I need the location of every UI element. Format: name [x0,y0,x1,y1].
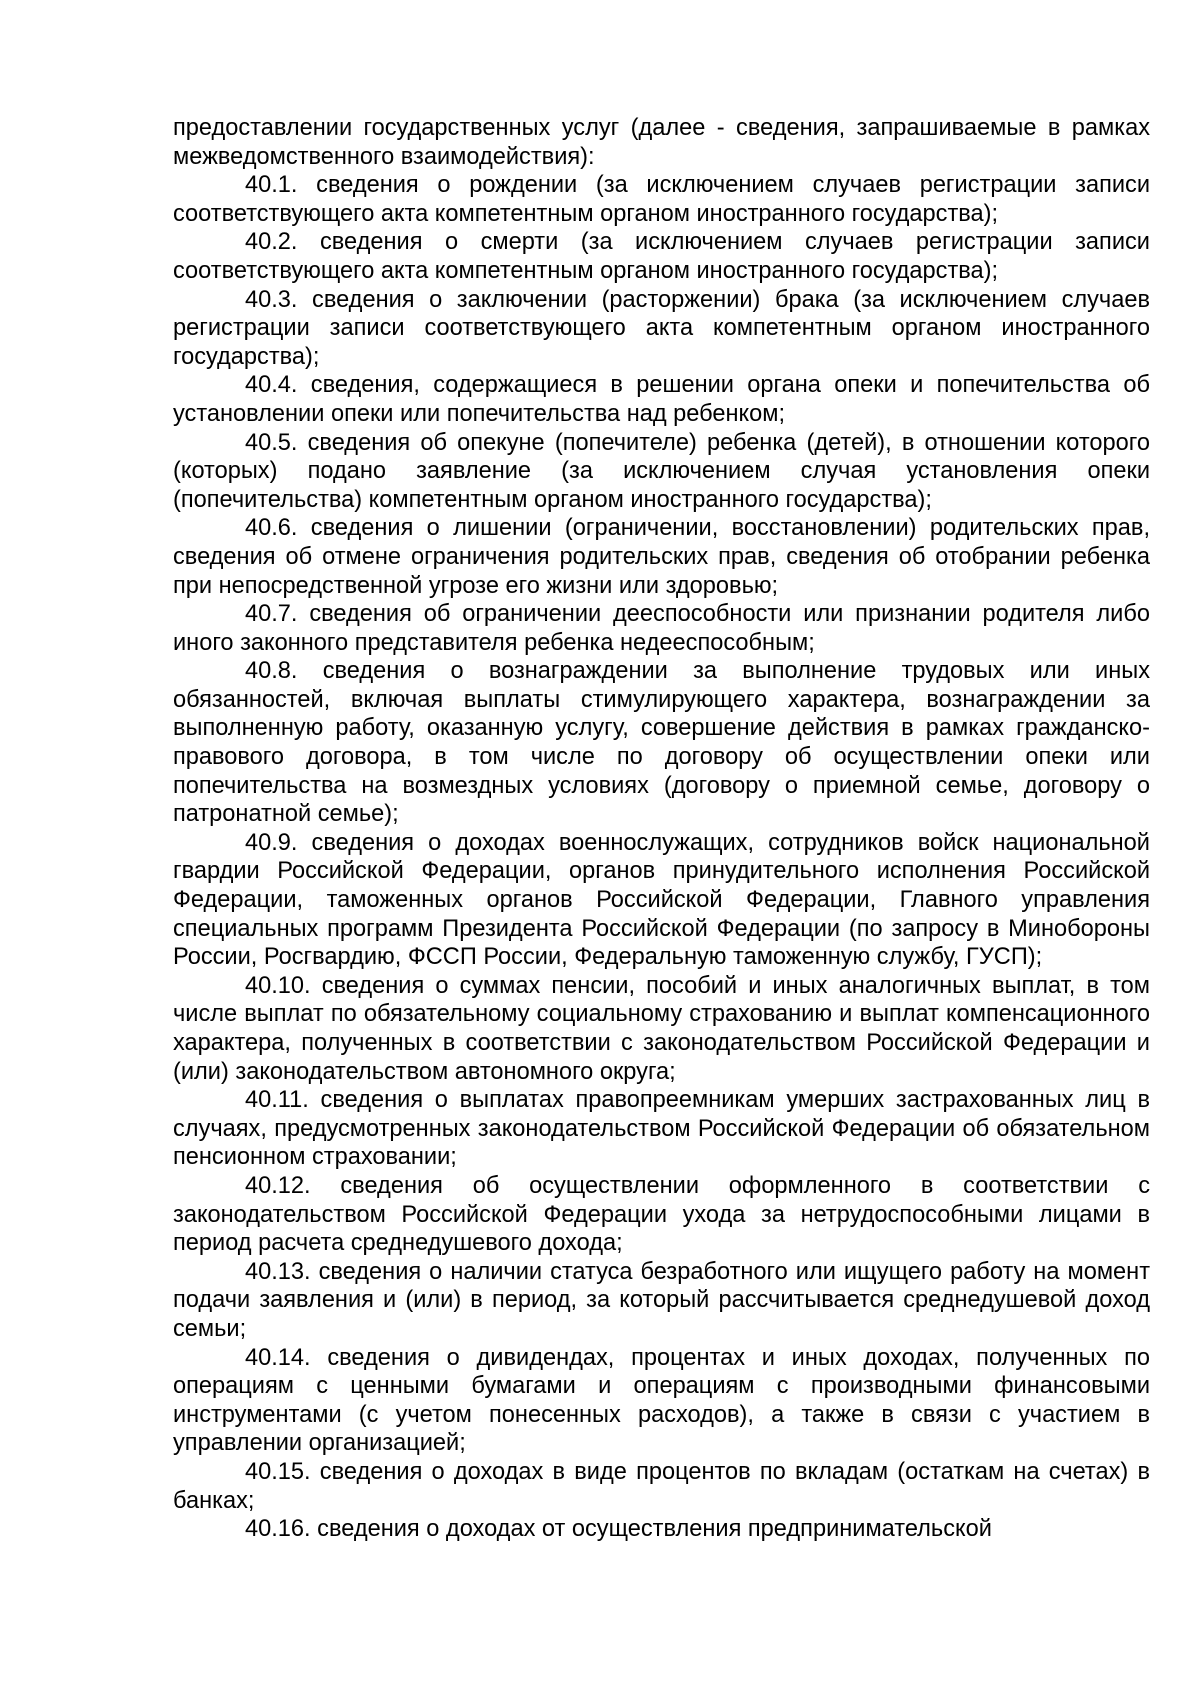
paragraph-40-14: 40.14. сведения о дивидендах, процентах и иных доходах, полученных по операциям с ценными бумагами и операциям с производными финансовыми инструментами (с учетом понесенных расходов), а также в связи с участием в управлении организацией; [173,1344,1150,1457]
paragraph-40-3: 40.3. сведения о заключении (расторжении) брака (за исключением случаев регистрации записи соответствующего акта компетентным органом иностранного государства); [173,286,1150,370]
paragraph-40-2: 40.2. сведения о смерти (за исключением случаев регистрации записи соответствующего акта компетентным органом иностранного государства); [173,229,1150,284]
document-body [173,114,1150,1544]
paragraph-40-13: 40.13. сведения о наличии статуса безработного или ищущего работу на момент подачи заявления и (или) в период, за который рассчитывается среднедушевой доход семьи; [173,1258,1150,1342]
paragraph-40-7: 40.7. сведения об ограничении дееспособности или признании родителя либо иного законного представителя ребенка недееспособным; [173,601,1150,656]
paragraph-40-8: 40.8. сведения о вознаграждении за выполнение трудовых или иных обязанностей, включая выплаты стимулирующего характера, вознаграждении за выполненную работу, оказанную услугу, совершение действия в рамках гражданско-правового договора, в том числе по договору об осуществлении опеки или попечительства на возмездных условиях (договору о приемной семье, договору о патронатной семье); [173,658,1150,828]
paragraph-40-10: 40.10. сведения о суммах пенсии, пособий и иных аналогичных выплат, в том числе выплат по обязательному социальному страхованию и выплат компенсационного характера, полученных в соответствии с законодательством Российской Федерации и (или) законодательством автономного округа; [173,972,1150,1085]
paragraph-40-1: 40.1. сведения о рождении (за исключением случаев регистрации записи соответствующего акта компетентным органом иностранного государства); [173,172,1150,227]
paragraph-40-9: 40.9. сведения о доходах военнослужащих, сотрудников войск национальной гвардии Российской Федерации, органов принудительного исполнения Российской Федерации, таможенных органов Российской Федерации, Главного управления специальных программ Президента Российской Федерации (по запросу в Минобороны России, Росгвардию, ФССП России, Федеральную таможенную службу, ГУСП); [173,829,1150,971]
paragraph-40-16: 40.16. сведения о доходах от осуществления предпринимательской [245,1516,992,1543]
paragraph-intro: предоставлении государственных услуг (далее - сведения, запрашиваемые в рамках межведомственного взаимодействия): [173,115,1150,170]
paragraph-40-11: 40.11. сведения о выплатах правопреемникам умерших застрахованных лиц в случаях, предусмотренных законодательством Российской Федерации об обязательном пенсионном страховании; [173,1087,1150,1171]
paragraph-40-5: 40.5. сведения об опекуне (попечителе) ребенка (детей), в отношении которого (которых) подано заявление (за исключением случая установления опеки (попечительства) компетентным органом иностранного государства); [173,429,1150,513]
paragraph-40-12: 40.12. сведения об осуществлении оформленного в соответствии с законодательством Российской Федерации ухода за нетрудоспособными лицами в период расчета среднедушевого дохода; [173,1172,1150,1257]
paragraph-40-6: 40.6. сведения о лишении (ограничении, восстановлении) родительских прав, сведения об отмене ограничения родительских прав, сведения об отобрании ребенка при непосредственной угрозе его жизни или здоровью; [173,515,1150,599]
paragraph-40-15: 40.15. сведения о доходах в виде процентов по вкладам (остаткам на счетах) в банках; [173,1458,1150,1514]
paragraph-40-4: 40.4. сведения, содержащиеся в решении органа опеки и попечительства об установлении опеки или попечительства над ребенком; [173,372,1150,427]
